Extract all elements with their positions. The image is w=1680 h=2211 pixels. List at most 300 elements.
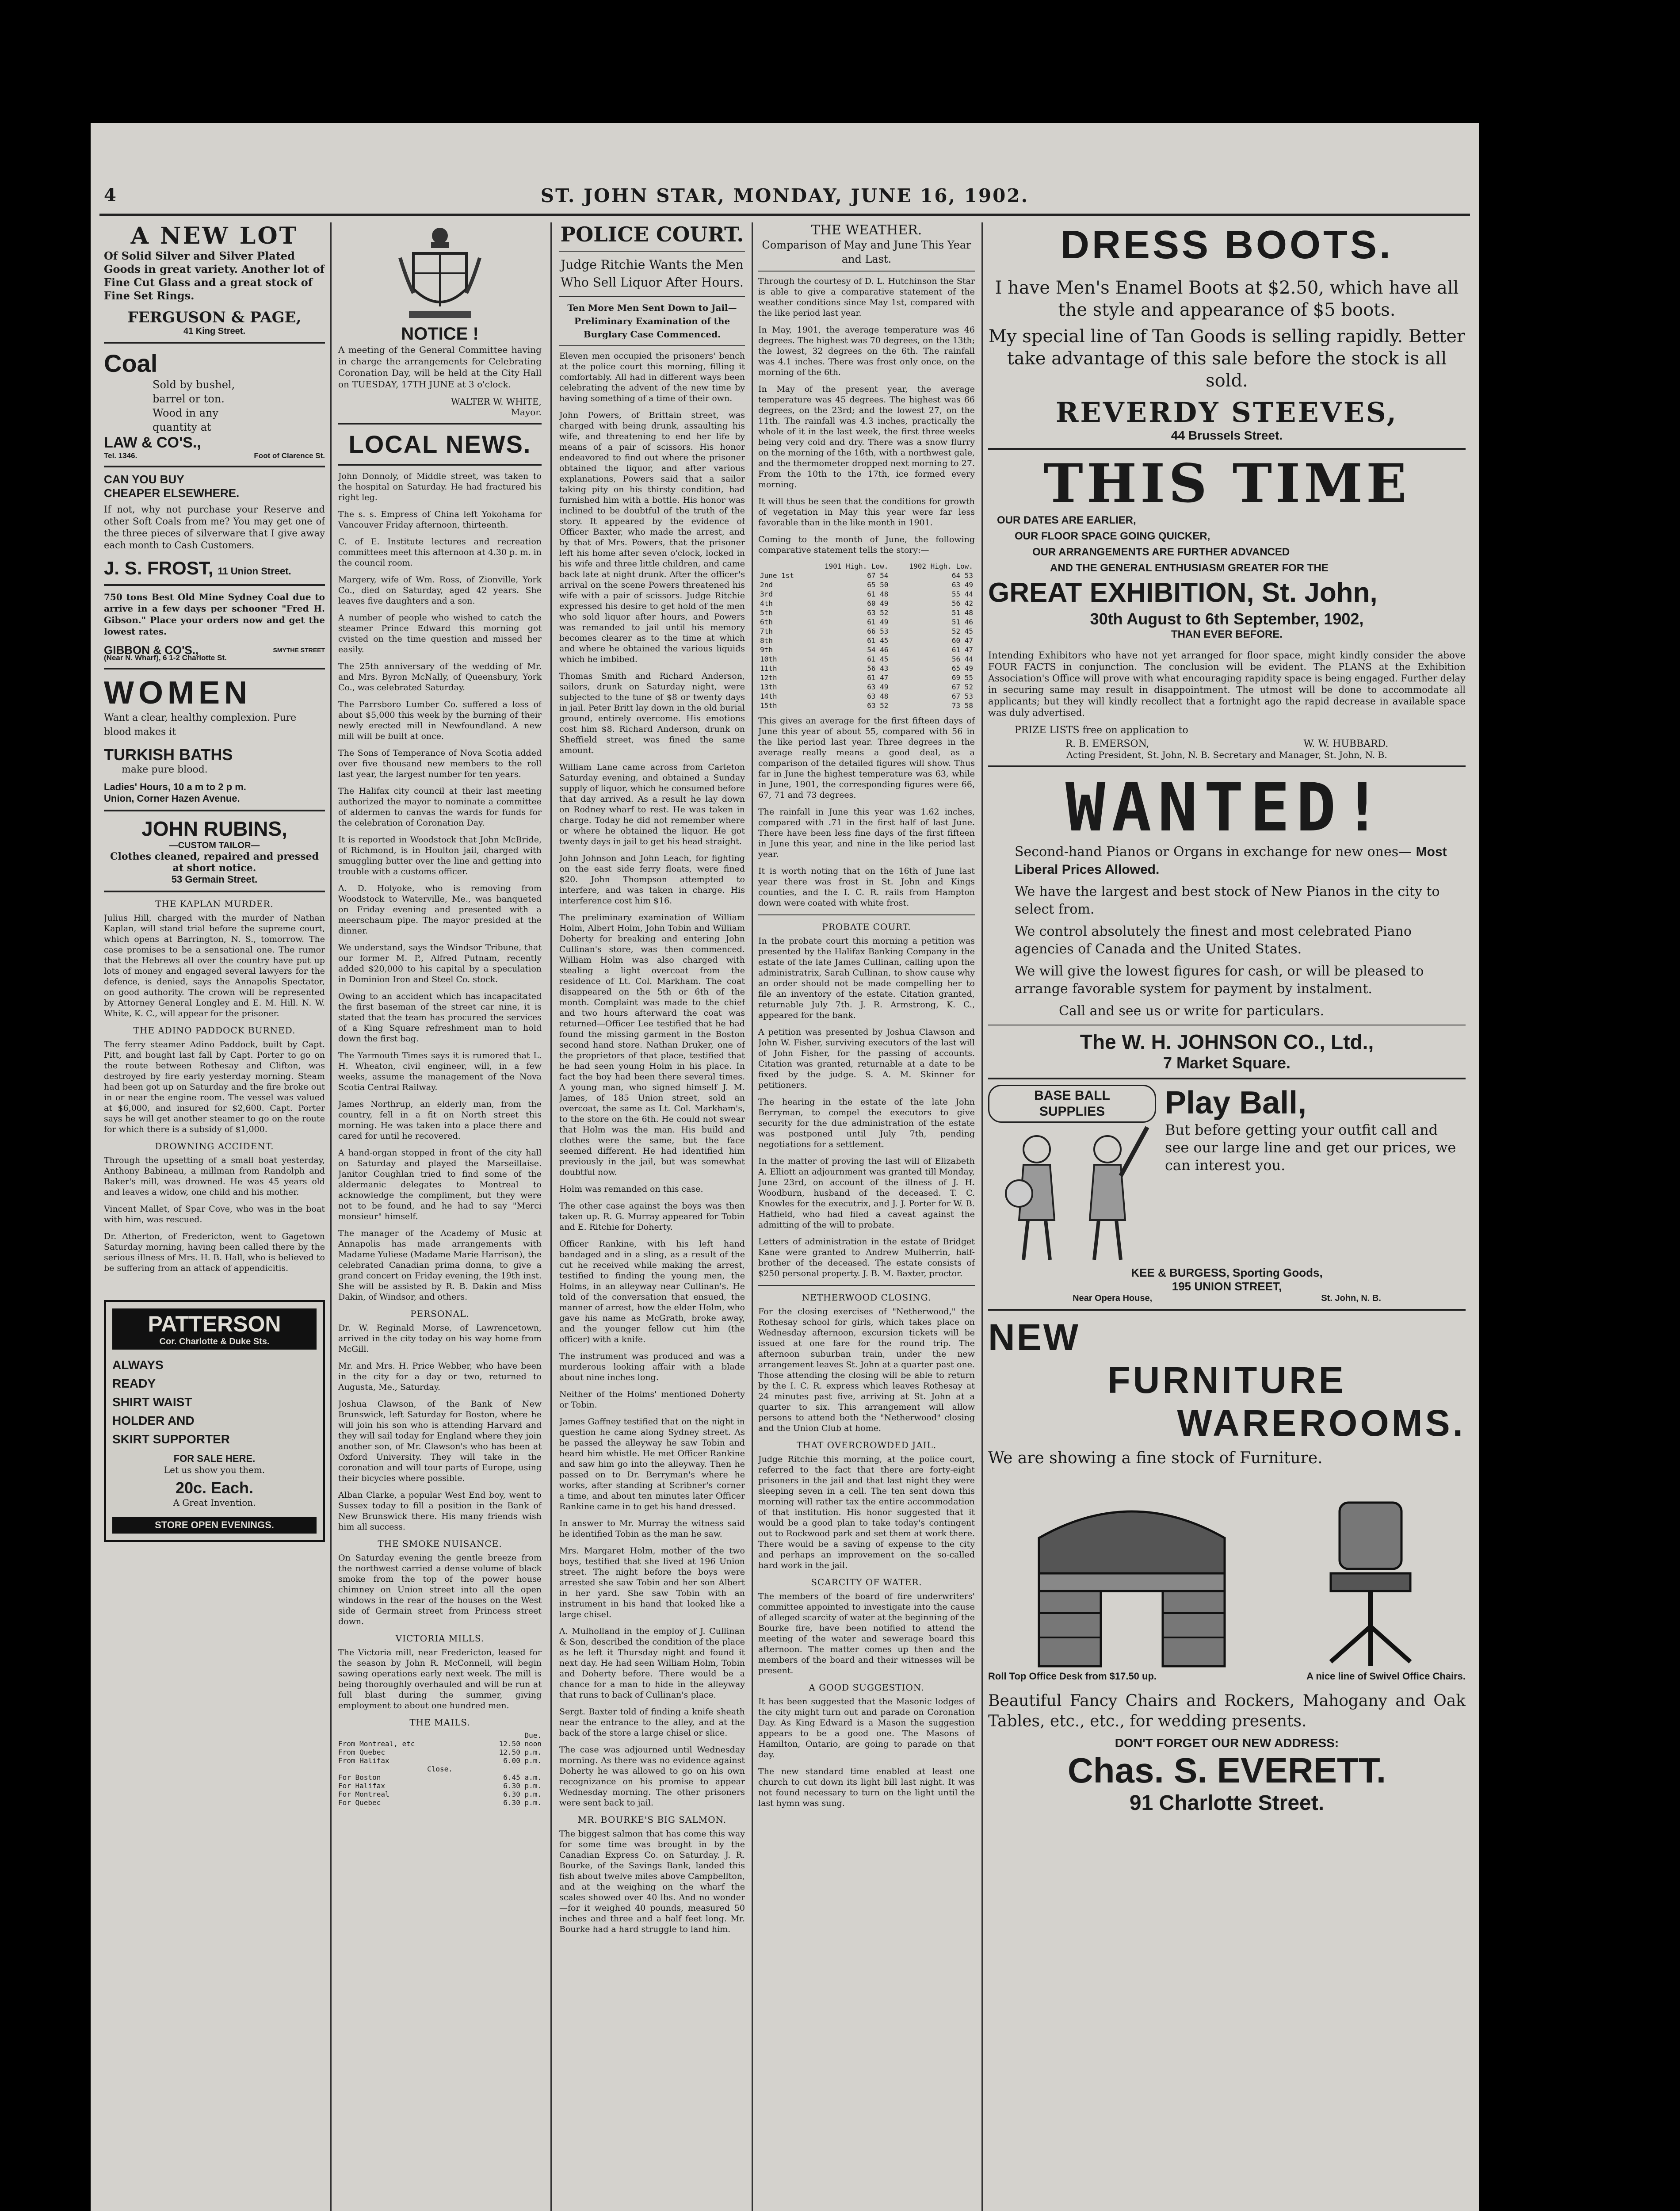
table-row xyxy=(758,654,975,664)
divider xyxy=(988,1078,1466,1079)
ad-baseball-near: Near Opera House, xyxy=(1073,1293,1153,1303)
police-para: In answer to Mr. Murray the witness said he identified Tobin as the man he saw. xyxy=(559,1519,745,1539)
weather-cell: 4th xyxy=(760,599,773,608)
weather-cell: 61 45 xyxy=(867,655,889,663)
mails-row-label: From Montreal, etc xyxy=(338,1740,415,1748)
weather-cell: 65 49 xyxy=(951,664,973,673)
ad-women-title: WOMEN xyxy=(104,675,252,711)
mails-row-label: For Montreal xyxy=(338,1790,389,1798)
column-1 xyxy=(104,222,325,2211)
weather-col-head: 1901 High. Low. xyxy=(824,562,889,570)
ad-frost-addr: 11 Union Street. xyxy=(218,566,291,577)
police-para: Thomas Smith and Richard Anderson, sailors, drunk on Saturday night, were subjected to the tune of $8 or twenty days in jail. Peter Britt lay down in the old burial ground, entirely overcome. His emotions cost him $8. Richard Anderson, drunk on Sheffield street, was fined the same amount. xyxy=(559,671,745,755)
local-news-item: We understand, says the Windsor Tribune, that our former M. P., Alfred Putnam, recently added $20,000 to his capital by a speculation in Dominion Iron and Steel Co. stock. xyxy=(338,943,542,984)
police-para: Officer Rankine, with his left hand bandaged and in a sling, as a result of the cut he received while making the arrest, testified to finding the young men, the Holms, in an alleyway near Cullinan's. He told of the conversation that ensued, the manner of arrest, how the elder Holm, who gave his name as McGrath, broke away, and the younger fellow cut him (the officer) with a knife. xyxy=(559,1239,745,1344)
divider xyxy=(559,345,745,346)
smoke-title: THE SMOKE NUISANCE. xyxy=(378,1538,502,1549)
divider xyxy=(988,448,1466,450)
ad-gibbon-smythe: SMYTHE STREET xyxy=(273,646,325,654)
weather-cell: 63 48 xyxy=(867,692,889,700)
local-news-item: Owing to an accident which has incapacitated the first baseman of the street car nine, it is stated that the team has procured the services of a King Square refreshment man to hold down the first bag. xyxy=(338,991,542,1044)
divider xyxy=(988,765,1466,767)
local-news-list xyxy=(338,471,542,1302)
weather-para: It is worth noting that on the 16th of June last year there was frost in St. John and Kings counties, and the I. C. R. rails from Hampton down were coated with white frost. xyxy=(758,866,975,908)
swivel-chair-icon xyxy=(1317,1485,1424,1671)
weather-cell: 8th xyxy=(760,636,773,645)
ad-patterson-item: ALWAYS xyxy=(112,1358,164,1372)
personal-item: Dr. W. Reginald Morse, of Lawrencetown, arrived in the city today on his way home from McGill. xyxy=(338,1323,542,1354)
ad-dress-text2: My special line of Tan Goods is selling rapidly. Better take advantage of this sale before the stock is all sold. xyxy=(988,326,1465,391)
ad-thistime-line: OUR ARRANGEMENTS ARE FURTHER ADVANCED xyxy=(1032,546,1290,558)
ad-coal-line: barrel or ton. xyxy=(153,393,225,405)
ad-wanted-p: We will give the lowest figures for cash, or will be pleased to arrange favorable system for payment by instalment. xyxy=(1015,964,1424,997)
ad-patterson-items xyxy=(112,1356,317,1449)
ad-dress-addr: 44 Brussels Street. xyxy=(1171,428,1283,442)
local-news-item: The Parrsboro Lumber Co. suffered a loss of about $5,000 this week by the burning of their newly erected mill in Newfoundland. A new mill will be built at once. xyxy=(338,700,542,741)
weather-cell: 14th xyxy=(760,692,777,700)
column-2 xyxy=(338,222,542,2211)
weather-cell: 63 52 xyxy=(867,701,889,710)
ad-johnson-addr: 7 Market Square. xyxy=(1163,1054,1291,1072)
local-news-item: A number of people who wished to catch the steamer Prince Edward this morning got cvisted on the time question and missed her easily. xyxy=(338,613,542,654)
ad-baseball-badge2: SUPPLIES xyxy=(1039,1104,1105,1119)
police-para: Neither of the Holms' mentioned Doherty or Tobin. xyxy=(559,1389,745,1410)
table-row xyxy=(758,701,975,710)
ad-thistime-great: GREAT EXHIBITION, St. John, xyxy=(988,578,1378,608)
ad-women-text: Want a clear, healthy complexion. Pure blood makes it xyxy=(104,712,297,738)
local-news-item: The 25th anniversary of the wedding of Mr. and Mrs. Byron McNally, of Queensbury, York Co., was celebrated Saturday. xyxy=(338,662,542,692)
table-row xyxy=(758,589,975,599)
weather-cell: 51 48 xyxy=(951,608,973,617)
ad-furniture-text: We are showing a fine stock of Furniture. xyxy=(988,1449,1323,1467)
weather-cell: 69 55 xyxy=(951,673,973,682)
salmon-title: MR. BOURKE'S BIG SALMON. xyxy=(577,1814,727,1825)
divider xyxy=(338,464,542,466)
ad-furniture-name: Chas. S. EVERETT. xyxy=(1067,1751,1386,1790)
ad-coal-line: quantity at xyxy=(153,421,211,433)
divider xyxy=(104,810,325,811)
column-5 xyxy=(988,222,1466,2211)
notice-sign: WALTER W. WHITE, xyxy=(451,396,542,407)
mails-title: THE MAILS. xyxy=(409,1717,470,1728)
ad-frost xyxy=(104,558,325,579)
weather-cell: 63 49 xyxy=(951,581,973,589)
ad-dress-text1: I have Men's Enamel Boots at $2.50, which have all the style and appearance of $5 boots. xyxy=(995,278,1459,320)
probate-para: Letters of administration in the estate of Bridget Kane were granted to Andrew Mulherrin, half-brother of the deceased. The estate consists of $250 personal property. J. B. M. Baxter, proctor. xyxy=(758,1237,975,1278)
weather-cell: 12th xyxy=(760,673,777,682)
police-para: The other case against the boys was then taken up. R. G. Murray appeared for Tobin and E. Ritchie for Doherty. xyxy=(559,1201,745,1232)
notice-role: Mayor. xyxy=(511,407,542,417)
probate-para: In the matter of proving the last will of Elizabeth A. Elliott an adjournment was granted till Monday, June 23rd, on account of the illness of J. H. Woodburn, husband of the deceased. T. C. Knowles for the executrix, and J. J. Porter for W. B. Hatfield, who had filed a caveat against the admitting of the will to probate. xyxy=(758,1156,975,1230)
weather-cell: 63 52 xyxy=(867,608,889,617)
ad-coal-line: Wood in any xyxy=(153,407,219,419)
masthead xyxy=(91,185,1479,211)
local-news-item: C. of E. Institute lectures and recreation committees meet this afternoon at 4.30 p. m. in the council room. xyxy=(338,537,542,568)
ad-furniture-t1: NEW xyxy=(988,1316,1080,1358)
ad-furniture-captions xyxy=(988,1671,1466,1682)
local-news-item: The Sons of Temperance of Nova Scotia added over five thousand new members to the roll last year, the largest number for ten years. xyxy=(338,748,542,779)
ad-baseball-title: Play Ball, xyxy=(1165,1085,1307,1121)
local-news-item: Margery, wife of Wm. Ross, of Zionville, York Co., died on Saturday, aged 42 years. She leaves five daughters and a son. xyxy=(338,575,542,606)
water-text: The members of the board of fire underwriters' committee appointed to investigate into the cause of alleged scarcity of water at the beginning of the Bourke fire, have been notified to attend the meeting of the water and sewerage board this afternoon. The matter comes up then and the members of the board and their witnesses will be present. xyxy=(758,1591,975,1675)
weather-table-header xyxy=(758,562,975,571)
ad-coal-firm: LAW & CO'S., xyxy=(104,434,201,451)
ad-furniture-chair-caption: A nice line of Swivel Office Chairs. xyxy=(1306,1671,1466,1682)
weather-table xyxy=(758,562,975,710)
personal-item: Mr. and Mrs. H. Price Webber, who have been in the city for a day or two, returned to Augusta, Me., Saturday. xyxy=(338,1361,542,1392)
weather-cell: 56 42 xyxy=(951,599,973,608)
ad-johnson-firm: The W. H. JOHNSON CO., Ltd., xyxy=(1080,1030,1374,1053)
ad-thistime-roles: Acting President, St. John, N. B. Secretary and Manager, St. John, N. B. xyxy=(1066,750,1387,760)
local-news-item: The s. s. Empress of China left Yokohama for Vancouver Friday afternoon, thirteenth. xyxy=(338,509,542,530)
police-para: Mrs. Margaret Holm, mother of the two boys, testified that she lived at 196 Union street. The night before the boys were arrested she saw Tobin and her son Albert in her yard. She saw Tobin with an instrument in his hand that looked like a large chisel. xyxy=(559,1546,745,1619)
table-row xyxy=(758,627,975,636)
ad-furniture-t3: WAREROOMS. xyxy=(1177,1402,1466,1444)
mails-row-label: From Halifax xyxy=(338,1756,389,1765)
mails-row xyxy=(338,1782,542,1790)
ad-gibbon-name: GIBBON & CO'S., xyxy=(104,643,199,657)
mails-row-label: For Quebec xyxy=(338,1798,381,1807)
ad-gibbon-addr: (Near N. Wharf), 6 1-2 Charlotte St. xyxy=(104,654,227,662)
ad-baseball-badge xyxy=(988,1085,1156,1123)
police-para: Sergt. Baxter told of finding a knife sheath near the entrance to the alley, and at the back of the store a large chisel or slice. xyxy=(559,1707,745,1738)
mails-close-label: Close. xyxy=(427,1765,453,1773)
roll-top-desk-icon xyxy=(1030,1485,1233,1671)
netherwood-title: NETHERWOOD CLOSING. xyxy=(802,1292,932,1303)
weather-cell: 67 52 xyxy=(951,683,973,691)
ad-rubins-text: Clothes cleaned, repaired and pressed at short notice. xyxy=(110,851,319,874)
weather-title: THE WEATHER. xyxy=(811,222,922,238)
ad-baseball-text: But before getting your outfit call and see our large line and get our prices, we can interest you. xyxy=(1165,1121,1456,1174)
jail-title: THAT OVERCROWDED JAIL. xyxy=(796,1440,937,1450)
police-para: The preliminary examination of William Holm, Albert Holm, John Tobin and William Doherty for breaking and entering John Cullinan's store, was then commenced. William Holm was also charged with stealing a light overcoat from the residence of Lt. Col. Markham. The coat disappeared on the 5th or 6th of the month. Complaint was made to the chief and two hours afterward the coat was returned—Officer Lee testified that he had found the missing garment in the Boston second hand store. Nathan Druker, one of the proprietors of that place, testified that he had seen young Holm in his place. In fact the boy had been there several times. A young man, who signed himself J. M. James, of 185 Union street, sold an overcoat, the same as Lt. Col. Markham's, to the store on the 6th. He could not swear that Holm was the man. His build and clothes were the same, but the face seemed different. He had identified him previously in the jail, but was somewhat doubtful now. xyxy=(559,913,745,1177)
probate-para: A petition was presented by Joshua Clawson and John W. Fisher, surviving executors of the last will of John Fisher, for the passing of accounts. Citation was granted, returnable at a date to be fixed by the judge. S. A. M. Skinner for petitioners. xyxy=(758,1027,975,1090)
divider xyxy=(104,584,325,586)
weather-cell: 15th xyxy=(760,701,777,710)
ad-furniture-forget: DON'T FORGET OUR NEW ADDRESS: xyxy=(1115,1736,1339,1750)
column-3 xyxy=(559,222,745,2211)
ad-thistime-text: Intending Exhibitors who have not yet arranged for floor space, might kindly consider the above FOUR FACTS in conjunction. The conclusion will be evident. The PLANS at the Exhibition Association's Office will prove with what encouraging rapidity space is being engaged. Further delay in securing same may result in disappointment. The utmost will be done to accommodate all applicants; but they will kindly recollect that a fortnight ago the rapid decrease in available space was duly advertised. xyxy=(988,650,1466,718)
personal-item: Joshua Clawson, of the Bank of New Brunswick, left Saturday for Boston, where he will join his son who is attending Harvard and they will sail today for England where they join another son, of Mr. Clawson's who has been at Oxford University. They will take in the coronation and will tour parts of Europe, using their bicycles where possible. xyxy=(338,1399,542,1483)
ad-baseball-illustration xyxy=(988,1085,1156,1266)
weather-cell: 55 44 xyxy=(951,590,973,598)
ad-furniture-p2: Beautiful Fancy Chairs and Rockers, Mahogany and Oak Tables, etc., etc., for wedding presents. xyxy=(988,1692,1466,1730)
ad-patterson-name: PATTERSON xyxy=(148,1312,281,1336)
mails-row xyxy=(338,1756,542,1765)
ad-wanted-p: Call and see us or write for particulars. xyxy=(1059,1003,1325,1019)
masthead-title: ST. JOHN STAR, MONDAY, JUNE 16, 1902. xyxy=(540,185,1029,207)
weather-cell: 61 45 xyxy=(867,636,889,645)
mails-row-time: 6.30 p.m. xyxy=(503,1798,542,1807)
ad-baseball-location xyxy=(988,1293,1466,1304)
divider xyxy=(758,914,975,915)
mails-row-time: 6.30 p.m. xyxy=(503,1790,542,1798)
weather-col-head: 1902 High. Low. xyxy=(909,562,973,570)
weather-cell: 7th xyxy=(760,627,773,635)
victoria-text: The Victoria mill, near Fredericton, leased for the season by John R. McConnell, will begin sawing operations early next week. The mill is being thoroughly overhauled and will be run at full blast during the summer, giving employment to about one hundred men. xyxy=(338,1648,542,1710)
weather-cell: 2nd xyxy=(760,581,773,589)
weather-cell: 9th xyxy=(760,646,773,654)
weather-cell: 51 46 xyxy=(951,618,973,626)
ad-thistime-signers xyxy=(988,738,1466,750)
weather-cell: 60 49 xyxy=(867,599,889,608)
mails-row-label: For Halifax xyxy=(338,1782,385,1790)
police-article xyxy=(559,351,745,1808)
ad-patterson-item: SHIRT WAIST xyxy=(112,1395,192,1409)
local-news-item: It is reported in Woodstock that John McBride, of Richmond, is in Houlton jail, charged with smuggling butter over the line and getting into trouble with a customs officer. xyxy=(338,835,542,876)
divider xyxy=(758,1285,975,1286)
divider xyxy=(559,251,745,252)
ad-baseball-text-block xyxy=(1165,1085,1466,1266)
weather-cell: 64 53 xyxy=(951,571,973,580)
ad-patterson-invention: A Great Invention. xyxy=(173,1497,256,1508)
ad-patterson xyxy=(104,1300,325,1542)
ad-frost-name: J. S. FROST, xyxy=(104,558,214,578)
article-drowning-text: Dr. Atherton, of Fredericton, went to Gagetown Saturday morning, having been called there by the serious illness of Mrs. H. B. Hall, who is believed to be suffering from an attack of appendicitis. xyxy=(104,1232,325,1273)
ad-newlot-text: Of Solid Silver and Silver Plated Goods in great variety. Another lot of Fine Cut Glass and a great stock of Fine Set Rings. xyxy=(104,249,325,302)
mails-due-label: Due. xyxy=(524,1731,542,1740)
ad-dress-title: DRESS BOOTS. xyxy=(1060,223,1394,267)
weather-para: In May of the present year, the average temperature was 45 degrees. The highest was 66 degrees, on the 23rd; and the lowest 27, on the 11th. The rainfall was 4.3 inches, practically the whole of it in the last week, the first three weeks being very cold and dry. There was a snow flurry on the morning of the 16th, with a northwest gale, and the thermometer dropped next morning to 27. From the 10th to the 17th, ice formed every morning. xyxy=(758,384,975,490)
police-para: William Lane came across from Carleton Saturday evening, and obtained a Sunday supply of liquor, which he consumed before that day arrived. As a result he lay down on Rodney wharf to rest. He was taken in charge. Today he did not remember where or where he obtained the liquor. He got twenty days in jail to get his head straight. xyxy=(559,762,745,846)
probate-para: The hearing in the estate of the late John Berryman, to compel the executors to give security for the due administration of the estate was postponed until July 7th, pending negotiations for a settlement. xyxy=(758,1097,975,1149)
ad-patterson-addr: Cor. Charlotte & Duke Sts. xyxy=(159,1337,270,1346)
ad-wanted-p: We control absolutely the finest and most celebrated Piano agencies of Canada and the United States. xyxy=(1015,924,1412,957)
newspaper-page xyxy=(91,123,1479,2211)
local-news-item: The Yarmouth Times says it is rumored that L. H. Wheaton, civil engineer, will, in a few weeks, assume the management of the Nova Scotia Central Railway. xyxy=(338,1051,542,1092)
police-para: Eleven men occupied the prisoners' bench at the police court this morning, filling it comfortably. All had in different ways been celebrating the advent of the new time by having something of a time of their own. xyxy=(559,351,745,403)
local-news-item: The manager of the Academy of Music at Annapolis has made arrangements with Madame Yuliese (Madame Marie Harrison), the celebrated Canadian prima donna, to give a grand concert on Friday evening, the 19th inst. She will be assisted by R. B. Dakin and Miss Dakin, of Windsor, and others. xyxy=(338,1228,542,1302)
ad-thistime-line: AND THE GENERAL ENTHUSIASM GREATER FOR THE xyxy=(1050,562,1329,574)
ad-furniture-t3-wrap xyxy=(988,1402,1466,1445)
divider xyxy=(559,296,745,297)
police-para: James Gaffney testified that on the night in question he came along Sydney street. As he passed the alleyway he saw Tobin and heard him whistle. He met Officer Rankine and saw him go into the alleyway. Then he passed on to Dr. Berryman's where he works, after standing at Scribner's corner a time, and about ten minutes later Officer Rankine came in to get his hand dressed. xyxy=(559,1417,745,1511)
notice-title: NOTICE ! xyxy=(401,324,479,344)
ad-thistime-prize: PRIZE LISTS free on application to xyxy=(1015,725,1188,736)
weather-sub: Comparison of May and June This Year and Last. xyxy=(762,239,971,265)
ad-newlot-title: A NEW LOT xyxy=(130,222,298,249)
ad-furniture-illustrations xyxy=(988,1476,1466,1671)
masthead-rule xyxy=(99,214,1470,216)
ad-thistime-hubbard: W. W. HUBBARD. xyxy=(1303,738,1389,750)
ad-wanted-line1: Second-hand Pianos or Organs in exchange for new ones— xyxy=(1015,844,1412,860)
divider xyxy=(338,423,542,425)
local-news-item: A. D. Holyoke, who is removing from Woodstock to Waterville, Me., was banqueted on Friday evening and presented with a meerschaum pipe. The mayor presided at the dinner. xyxy=(338,884,542,936)
weather-cell: 10th xyxy=(760,655,777,663)
divider xyxy=(104,466,325,467)
ad-furniture-t2: FURNITURE xyxy=(1107,1359,1346,1401)
article-kaplan-title: THE KAPLAN MURDER. xyxy=(155,899,274,909)
ad-wanted-title: WANTED! xyxy=(1065,769,1389,846)
table-row xyxy=(758,608,975,617)
ad-sydney-text: 750 tons Best Old Mine Sydney Coal due to arrive in a few days per schooner "Fred H. Gibson." Place your orders now and get the lowest rates. xyxy=(104,592,325,637)
ad-dress-name: REVERDY STEEVES, xyxy=(1055,396,1398,428)
weather-cell: 56 44 xyxy=(951,655,973,663)
ad-turkish-baths: TURKISH BATHS xyxy=(104,746,233,764)
ad-ferguson-addr: 41 King Street. xyxy=(183,326,246,336)
ad-coal-tel: Tel. 1346. xyxy=(104,451,137,460)
mails-table xyxy=(338,1731,542,1807)
mails-row-time: 6.00 p.m. xyxy=(503,1756,542,1765)
ad-women-blood: make pure blood. xyxy=(122,764,208,775)
water-title: SCARCITY OF WATER. xyxy=(811,1577,922,1587)
local-news-item: John Donnoly, of Middle street, was taken to the hospital on Saturday. He had fractured his right leg. xyxy=(338,471,542,502)
table-row xyxy=(758,673,975,682)
ad-furniture-desk-caption: Roll Top Office Desk from $17.50 up. xyxy=(988,1671,1157,1682)
weather-para: In May, 1901, the average temperature was 46 degrees. The highest was 70 degrees, on the 13th; the lowest, 32 degrees on the 6th. The rainfall was 4.1 inches. There was frost only once, on the morning of the 6th. xyxy=(758,325,975,377)
ad-wanted-p: We have the largest and best stock of New Pianos in the city to select from. xyxy=(1015,884,1440,917)
ad-baseball-city: St. John, N. B. xyxy=(1321,1293,1381,1303)
mails-row xyxy=(338,1798,542,1807)
weather-cell: 65 50 xyxy=(867,581,889,589)
ad-ferguson-name: FERGUSON & PAGE, xyxy=(127,309,302,326)
divider xyxy=(104,891,325,892)
ad-rubins-name: JOHN RUBINS, xyxy=(141,817,287,840)
smoke-text: On Saturday evening the gentle breeze from the northwest carried a dense volume of black smoke from the top of the power house chimney on Union street into all the open windows in the rear of the houses on the West side of Germain street from Princess street down. xyxy=(338,1553,542,1626)
police-sub1: Judge Ritchie Wants the Men Who Sell Liquor After Hours. xyxy=(561,257,744,290)
ad-thistime-title: THIS TIME xyxy=(1043,452,1410,515)
probate-title: PROBATE COURT. xyxy=(822,922,911,932)
ad-baseball-addr: 195 UNION STREET, xyxy=(1172,1280,1282,1293)
weather-cell: 6th xyxy=(760,618,773,626)
table-row xyxy=(758,580,975,589)
weather-para: Coming to the month of June, the following comparative statement tells the story:— xyxy=(758,535,975,555)
weather-cell: 73 58 xyxy=(951,701,973,710)
mails-row-time: 6.30 p.m. xyxy=(503,1782,542,1790)
jail-text: Judge Ritchie this morning, at the police court, referred to the fact that there are forty-eight prisoners in the jail and that last night they were sleeping seven in a cell. The ten sent down this morning will rather tax the entire accommodation of that institution. His honor suggested that it would be a good plan to take today's contingent out to Rockwood park and set them at work there. There would be a saving of expense to the city and perhaps an improvement on the so-called hard work in the jail. xyxy=(758,1454,975,1570)
weather-cell: 61 49 xyxy=(867,618,889,626)
column-rule xyxy=(981,222,983,2211)
article-kaplan-text: Julius Hill, charged with the murder of Nathan Kaplan, will stand trial before the supreme court, which opens at Barrington, N. S., tomorrow. The case promises to be a sensational one. The rumor that the Hebrews all over the country have put up lots of money and engaged several lawyers for the defence, is denied, says the Annapolis Spectator, on good authority. The crown will be represented by Attorney General Longley and E. M. Hill. N. W. White, K. C., will appear for the prisoner. xyxy=(104,913,325,1018)
divider xyxy=(104,668,325,669)
ad-thistime-emerson: R. B. EMERSON, xyxy=(1065,738,1149,750)
ad-wanted-bold: Most Liberal Prices Allowed. xyxy=(1015,845,1447,877)
coat-of-arms-icon xyxy=(396,222,484,324)
table-row xyxy=(758,682,975,692)
ad-wanted-line xyxy=(988,843,1466,879)
ad-patterson-open: STORE OPEN EVENINGS. xyxy=(112,1517,317,1534)
ad-patterson-item: READY xyxy=(112,1377,156,1390)
divider xyxy=(758,271,975,272)
weather-para: The rainfall in June this year was 1.62 inches, compared with .71 in the first half of last June. There have been less fine days of the first fifteen in June this year, and nine in the like period last year. xyxy=(758,807,975,859)
table-row xyxy=(758,599,975,608)
weather-cell: 63 49 xyxy=(867,683,889,691)
weather-para: It will thus be seen that the conditions for growth of vegetation in May this year were far less favorable than in the like month in 1901. xyxy=(758,497,975,528)
netherwood-text: For the closing exercises of "Netherwood," the Rothesay school for girls, which takes place on Wednesday afternoon, excursion tickets will be issued at one fare for the round trip. The afternoon suburban train, under the new arrangement leaves St. John at a quarter past one. Those attending the closing will be able to return by the I. C. R. express which leaves Rothesay at 24 minutes past five, arriving at St. John at a quarter to six. This arrangement will allow persons to attend both the "Netherwood" closing and the Union Club at home. xyxy=(758,1307,975,1433)
notice-text: A meeting of the General Committee having in charge the arrangements for Celebrating Coronation Day, will be held at the City Hall on TUESDAY, 17TH JUNE at 3 o'clock. xyxy=(338,344,542,390)
ad-coal-lines xyxy=(104,378,325,434)
ad-thistime-line: OUR DATES ARE EARLIER, xyxy=(997,514,1136,526)
ad-rubins-addr: 53 Germain Street. xyxy=(171,874,258,885)
ad-thistime-line: OUR FLOOR SPACE GOING QUICKER, xyxy=(1015,530,1210,542)
weather-para: This gives an average for the first fifteen days of June this year of about 55, compared with 56 in the like period last year. Three degrees in the average really means a good deal, as a comparison of the detailed figures will show. Thus far in June the highest temperature was 63, while in June, 1901, the corresponding figures were 66, 67, 71 and 73 degrees. xyxy=(758,716,975,800)
weather-cell: 3rd xyxy=(760,590,773,598)
weather-cell: 60 47 xyxy=(951,636,973,645)
police-para: A. Mulholland in the employ of J. Cullinan & Son, described the condition of the place as he left it Thursday night and found it next day. He had seen William Holm, Tobin and Doherty before. There would be a chance for a man to hide in the alleyway that runs to back of Cullinan's place. xyxy=(559,1626,745,1700)
divider xyxy=(988,1309,1466,1311)
personal-item: Alban Clarke, a popular West End boy, went to Sussex today to fill a position in the Bank of New Brunswick there. His many friends wish him all success. xyxy=(338,1490,542,1532)
mails-row-label: For Boston xyxy=(338,1773,381,1782)
ad-cheaper-title: CAN YOU BUY xyxy=(104,473,184,486)
article-adino-title: THE ADINO PADDOCK BURNED. xyxy=(133,1025,296,1036)
article-drowning-text: Through the upsetting of a small boat yesterday, Anthony Babineau, a millman from Randolph and Baker's mill, was drowned. He was 45 years old and leaves a widow, one child and his mother. xyxy=(104,1155,325,1197)
weather-para: Through the courtesy of D. L. Hutchinson the Star is able to give a comparative statement of the weather conditions since May 1st, compared with the like period last year. xyxy=(758,276,975,318)
ad-coal-line: Sold by bushel, xyxy=(153,379,235,391)
weather-cell: 67 54 xyxy=(867,571,889,580)
police-sub2: Ten More Men Sent Down to Jail—Preliminary Examination of the Burglary Case Commenced. xyxy=(567,302,737,340)
ad-coal-title: Coal xyxy=(104,349,158,377)
ad-cheaper-text: If not, why not purchase your Reserve and other Soft Coals from me? You may get one of the three pieces of silverware that I give away each month to Cash Customers. xyxy=(104,504,325,551)
ad-patterson-show: Let us show you them. xyxy=(164,1465,265,1475)
ad-patterson-item: HOLDER AND xyxy=(112,1414,195,1427)
weather-cell: 11th xyxy=(760,664,777,673)
article-adino-text: The ferry steamer Adino Paddock, built by Capt. Pitt, and bought last fall by Capt. Porter to go on the route between Rothesay and Clifton, was destroyed by fire early yesterday morning. Steam had been got up on Saturday and the fire broke out in or near the engine room. The vessel was valued at $6,000, and insured for $2,600. Capt. Porter says he will get another steamer to go on the route for which there is a subsidy of $1,000. xyxy=(104,1040,325,1134)
ad-women-hours: Ladies' Hours, 10 a m to 2 p m. xyxy=(104,781,246,792)
salmon-text: The biggest salmon that has come this way for some time was brought in by the Canadian Express Co. on Saturday. J. R. Bourke, of the Savings Bank, landed this fish about twelve miles above Campbellton, and at the weighing on the wharf the scales showed over 40 lbs. And no wonder—for it weighed 40 pounds, measured 50 inches and three and a half feet long. Mr. Bourke had a hard struggle to land him. xyxy=(559,1829,745,1934)
police-para: John Johnson and John Leach, for fighting on the east side ferry floats, were fined $20. John Thompson attempted to interfere, and was taken in charge. His interference cost him $16. xyxy=(559,853,745,906)
ad-patterson-header xyxy=(112,1308,317,1350)
weather-cell: 61 47 xyxy=(867,673,889,682)
page-number: 4 xyxy=(104,185,116,206)
weather-cell: 61 47 xyxy=(951,646,973,654)
ad-rubins-sub: —CUSTOM TAILOR— xyxy=(169,841,260,850)
victoria-title: VICTORIA MILLS. xyxy=(395,1633,485,1644)
police-para: The instrument was produced and was a murderous looking affair with a blade about nine inches long. xyxy=(559,1351,745,1382)
local-news-item: The Halifax city council at their last meeting authorized the mayor to nominate a committee of aldermen to canvas the wards for funds for the celebration of Coronation Day. xyxy=(338,786,542,828)
police-para: The case was adjourned until Wednesday morning. As there was no evidence against Doherty he was allowed to go on his own recognizance on his promise to appear Wednesday morning. The other prisoners were sent back to jail. xyxy=(559,1745,745,1808)
ad-thistime-than: THAN EVER BEFORE. xyxy=(1171,628,1283,640)
weather-cell: 13th xyxy=(760,683,777,691)
weather-cell: 67 53 xyxy=(951,692,973,700)
ad-furniture-addr: 91 Charlotte Street. xyxy=(1129,1791,1325,1815)
baseball-players-icon xyxy=(988,1123,1156,1264)
ad-women-corner: Union, Corner Hazen Avenue. xyxy=(104,793,240,804)
local-news-item: James Northrup, an elderly man, from the country, fell in a fit on North street this morning. He was taken into a place there and cared for until he recovered. xyxy=(338,1099,542,1141)
article-drowning-text: Vincent Mallet, of Spar Cove, who was in the boat with him, was rescued. xyxy=(104,1204,325,1224)
ad-baseball-firm: KEE & BURGESS, Sporting Goods, xyxy=(1131,1266,1323,1279)
suggestion-title: A GOOD SUGGESTION. xyxy=(809,1682,924,1693)
local-news-item: A hand-organ stopped in front of the city hall on Saturday and played the Marseillaise. Janitor Coughlan tried to find some of the aldermanic delegates to Montreal to acknowledge the compliment, but they were not to be found, and he had to say "Merci monsieur" himself. xyxy=(338,1148,542,1221)
weather-cell: 54 46 xyxy=(867,646,889,654)
weather-cell: 5th xyxy=(760,608,773,617)
mails-row-time: 6.45 a.m. xyxy=(503,1773,542,1782)
ad-thistime-dates: 30th August to 6th September, 1902, xyxy=(1090,610,1364,628)
column-rule xyxy=(550,222,552,2211)
ad-coal-contact xyxy=(104,451,325,460)
weather-cell: 61 48 xyxy=(867,590,889,598)
mails-row xyxy=(338,1748,542,1756)
table-row xyxy=(758,664,975,673)
weather-cell: June 1st xyxy=(760,571,794,580)
probate-para: In the probate court this morning a petition was presented by the Halifax Banking Company in the estate of the late James Cullinan, calling upon the administratrix, Sarah Cullinan, to show cause why an order should not be made compelling her to file an inventory of the estate. Citation granted, returnable July 7th. J. R. Armstrong, K. C., appeared for the bank. xyxy=(758,936,975,1020)
ad-patterson-item: SKIRT SUPPORTER xyxy=(112,1432,230,1446)
mails-row-label: From Quebec xyxy=(338,1748,385,1756)
table-row xyxy=(758,571,975,580)
table-row xyxy=(758,617,975,627)
column-rule xyxy=(330,222,332,2211)
police-para: John Powers, of Brittain street, was charged with being drunk, assaulting his wife, and threatening to end her life by means of a pair of scissors. His honor endeavored to find out where the prisoner obtained the liquor, and after various explanations, Powers said that a sailor taking pity on his thirsty condition, had furnished him with a bottle. His honor was inclined to be doubtful of the truth of the story. It appeared by the evidence of Officer Baxter, who made the arrest, and by that of Mrs. Powers, that the prisoner left his home after seven o'clock, locked in his wife and three little children, and came back late at night drunk. After the officer's arrival on the scene Powers threatened his wife with a pair of scissors. Judge Ritchie expressed his desire to get hold of the men who sold liquor after hours, and Powers was remanded to jail until his memory becomes clearer as to the time at which and where he obtained the various liquids which he imbibed. xyxy=(559,410,745,664)
ad-baseball-badge1: BASE BALL xyxy=(1034,1088,1110,1103)
table-row xyxy=(758,692,975,701)
column-rule xyxy=(752,222,753,2211)
mails-row-time: 12.50 noon xyxy=(499,1740,542,1748)
suggestion-para: The new standard time enabled at least one church to cut down its light bill last night. It was not found necessary to turn on the light until the last hymn was sung. xyxy=(758,1767,975,1808)
mails-row-time: 12.50 p.m. xyxy=(499,1748,542,1756)
mails-row xyxy=(338,1773,542,1782)
ad-baseball xyxy=(988,1085,1466,1266)
ad-coal-address: Foot of Clarence St. xyxy=(254,451,325,460)
divider xyxy=(104,342,325,344)
